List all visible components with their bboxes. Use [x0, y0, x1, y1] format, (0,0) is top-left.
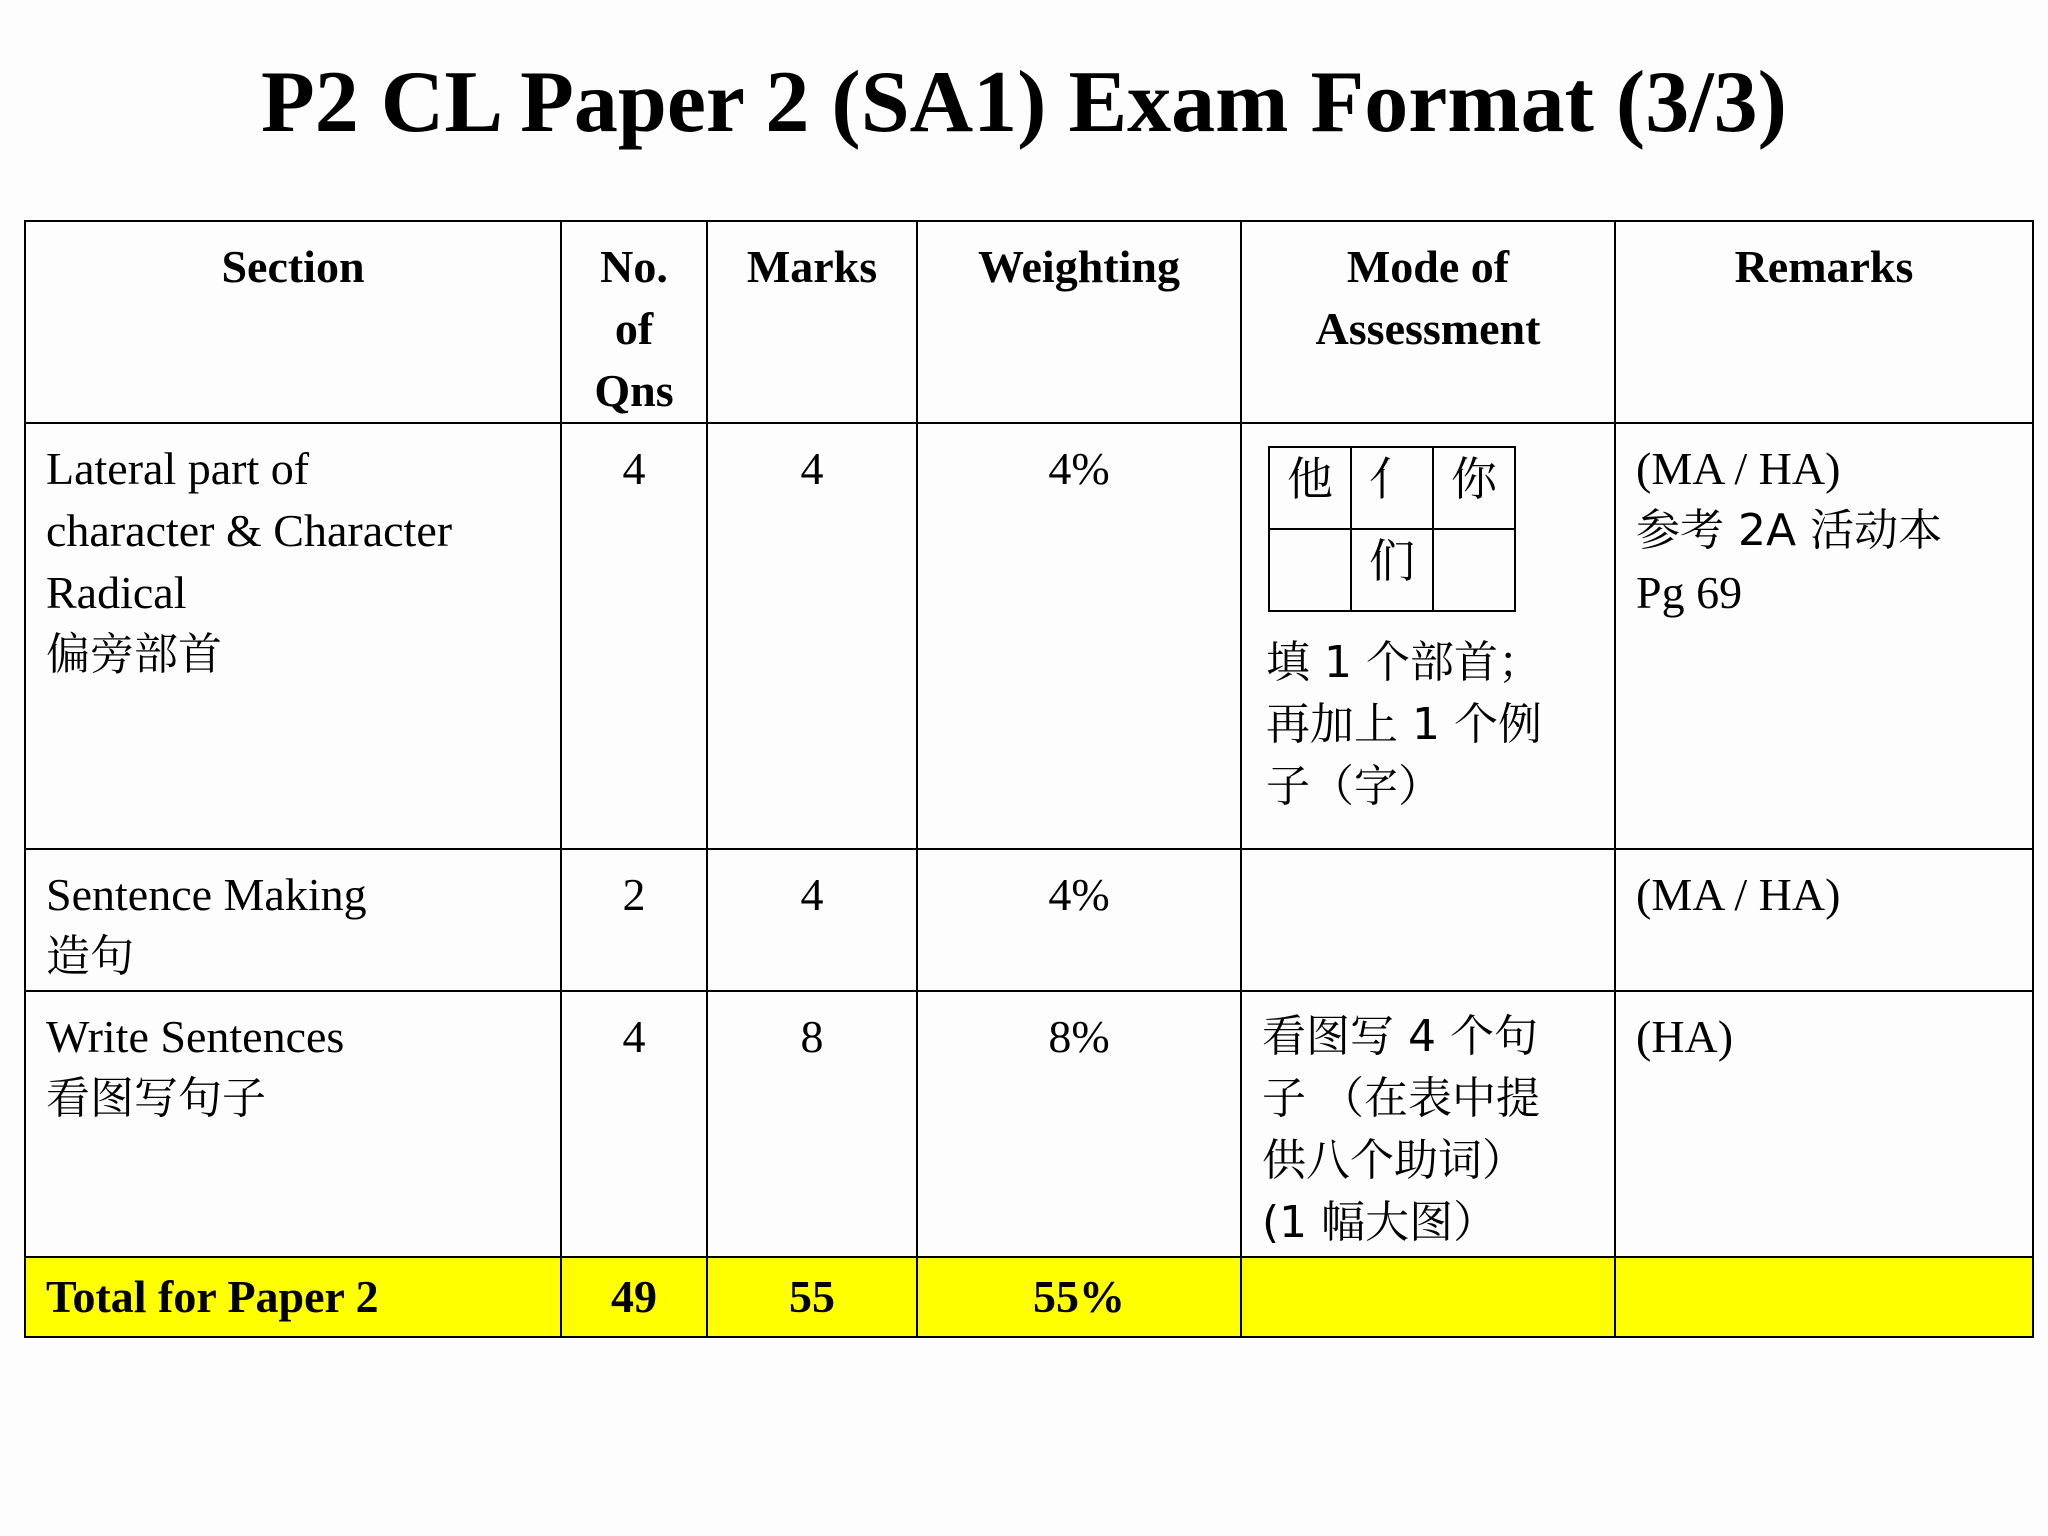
cell-qns: 2: [561, 849, 707, 991]
header-section: Section: [25, 221, 561, 423]
cell-remarks: (HA): [1615, 991, 2033, 1257]
cell-mode: [1241, 423, 1615, 849]
cell-section: Lateral part of character & Character Radical 偏旁部首: [25, 423, 561, 849]
header-row: [25, 221, 2033, 423]
cell-qns: 4: [561, 423, 707, 849]
header-weighting: Weighting: [917, 221, 1241, 423]
cell-section: Write Sentences 看图写句子: [25, 991, 561, 1257]
cell-weighting: 4%: [917, 423, 1241, 849]
header-mode-of-assessment: Mode of Assessment: [1241, 221, 1615, 423]
cell-mode: 看图写 4 个句 子 （在表中提 供八个助词） (1 幅大图）: [1241, 991, 1615, 1257]
total-marks: 55: [707, 1257, 917, 1337]
cell-marks: 4: [707, 849, 917, 991]
grid-cell: [1433, 529, 1515, 611]
cell-remarks: (MA / HA) 参考 2A 活动本 Pg 69: [1615, 423, 2033, 849]
total-remarks: [1615, 1257, 2033, 1337]
table-row: [25, 991, 2033, 1257]
grid-cell: 亻: [1351, 447, 1433, 529]
header-marks: Marks: [707, 221, 917, 423]
grid-cell: 们: [1351, 529, 1433, 611]
mode-line: 子（字）: [1266, 761, 1442, 812]
cell-marks: 8: [707, 991, 917, 1257]
exam-format-table: [24, 220, 2034, 1338]
total-weighting: 55%: [917, 1257, 1241, 1337]
total-label: Total for Paper 2: [25, 1257, 561, 1337]
header-remarks: Remarks: [1615, 221, 2033, 423]
grid-cell: 你: [1433, 447, 1515, 529]
table-row: [25, 849, 2033, 991]
cell-weighting: 4%: [917, 849, 1241, 991]
cell-remarks: (MA / HA): [1615, 849, 2033, 991]
header-no-of-qns: No. of Qns: [561, 221, 707, 423]
mode-line: 填 1 个部首；: [1266, 637, 1542, 688]
grid-cell: 他: [1269, 447, 1351, 529]
cell-mode: [1241, 849, 1615, 991]
total-mode: [1241, 1257, 1615, 1337]
cell-section: Sentence Making 造句: [25, 849, 561, 991]
total-qns: 49: [561, 1257, 707, 1337]
page-title: P2 CL Paper 2 (SA1) Exam Format (3/3): [261, 54, 1787, 151]
cell-marks: 4: [707, 423, 917, 849]
total-row: [25, 1257, 2033, 1337]
cell-weighting: 8%: [917, 991, 1241, 1257]
table-row: [25, 423, 2033, 849]
grid-cell: [1269, 529, 1351, 611]
radical-grid: [1268, 446, 1516, 612]
mode-line: 再加上 1 个例: [1266, 699, 1542, 750]
cell-qns: 4: [561, 991, 707, 1257]
